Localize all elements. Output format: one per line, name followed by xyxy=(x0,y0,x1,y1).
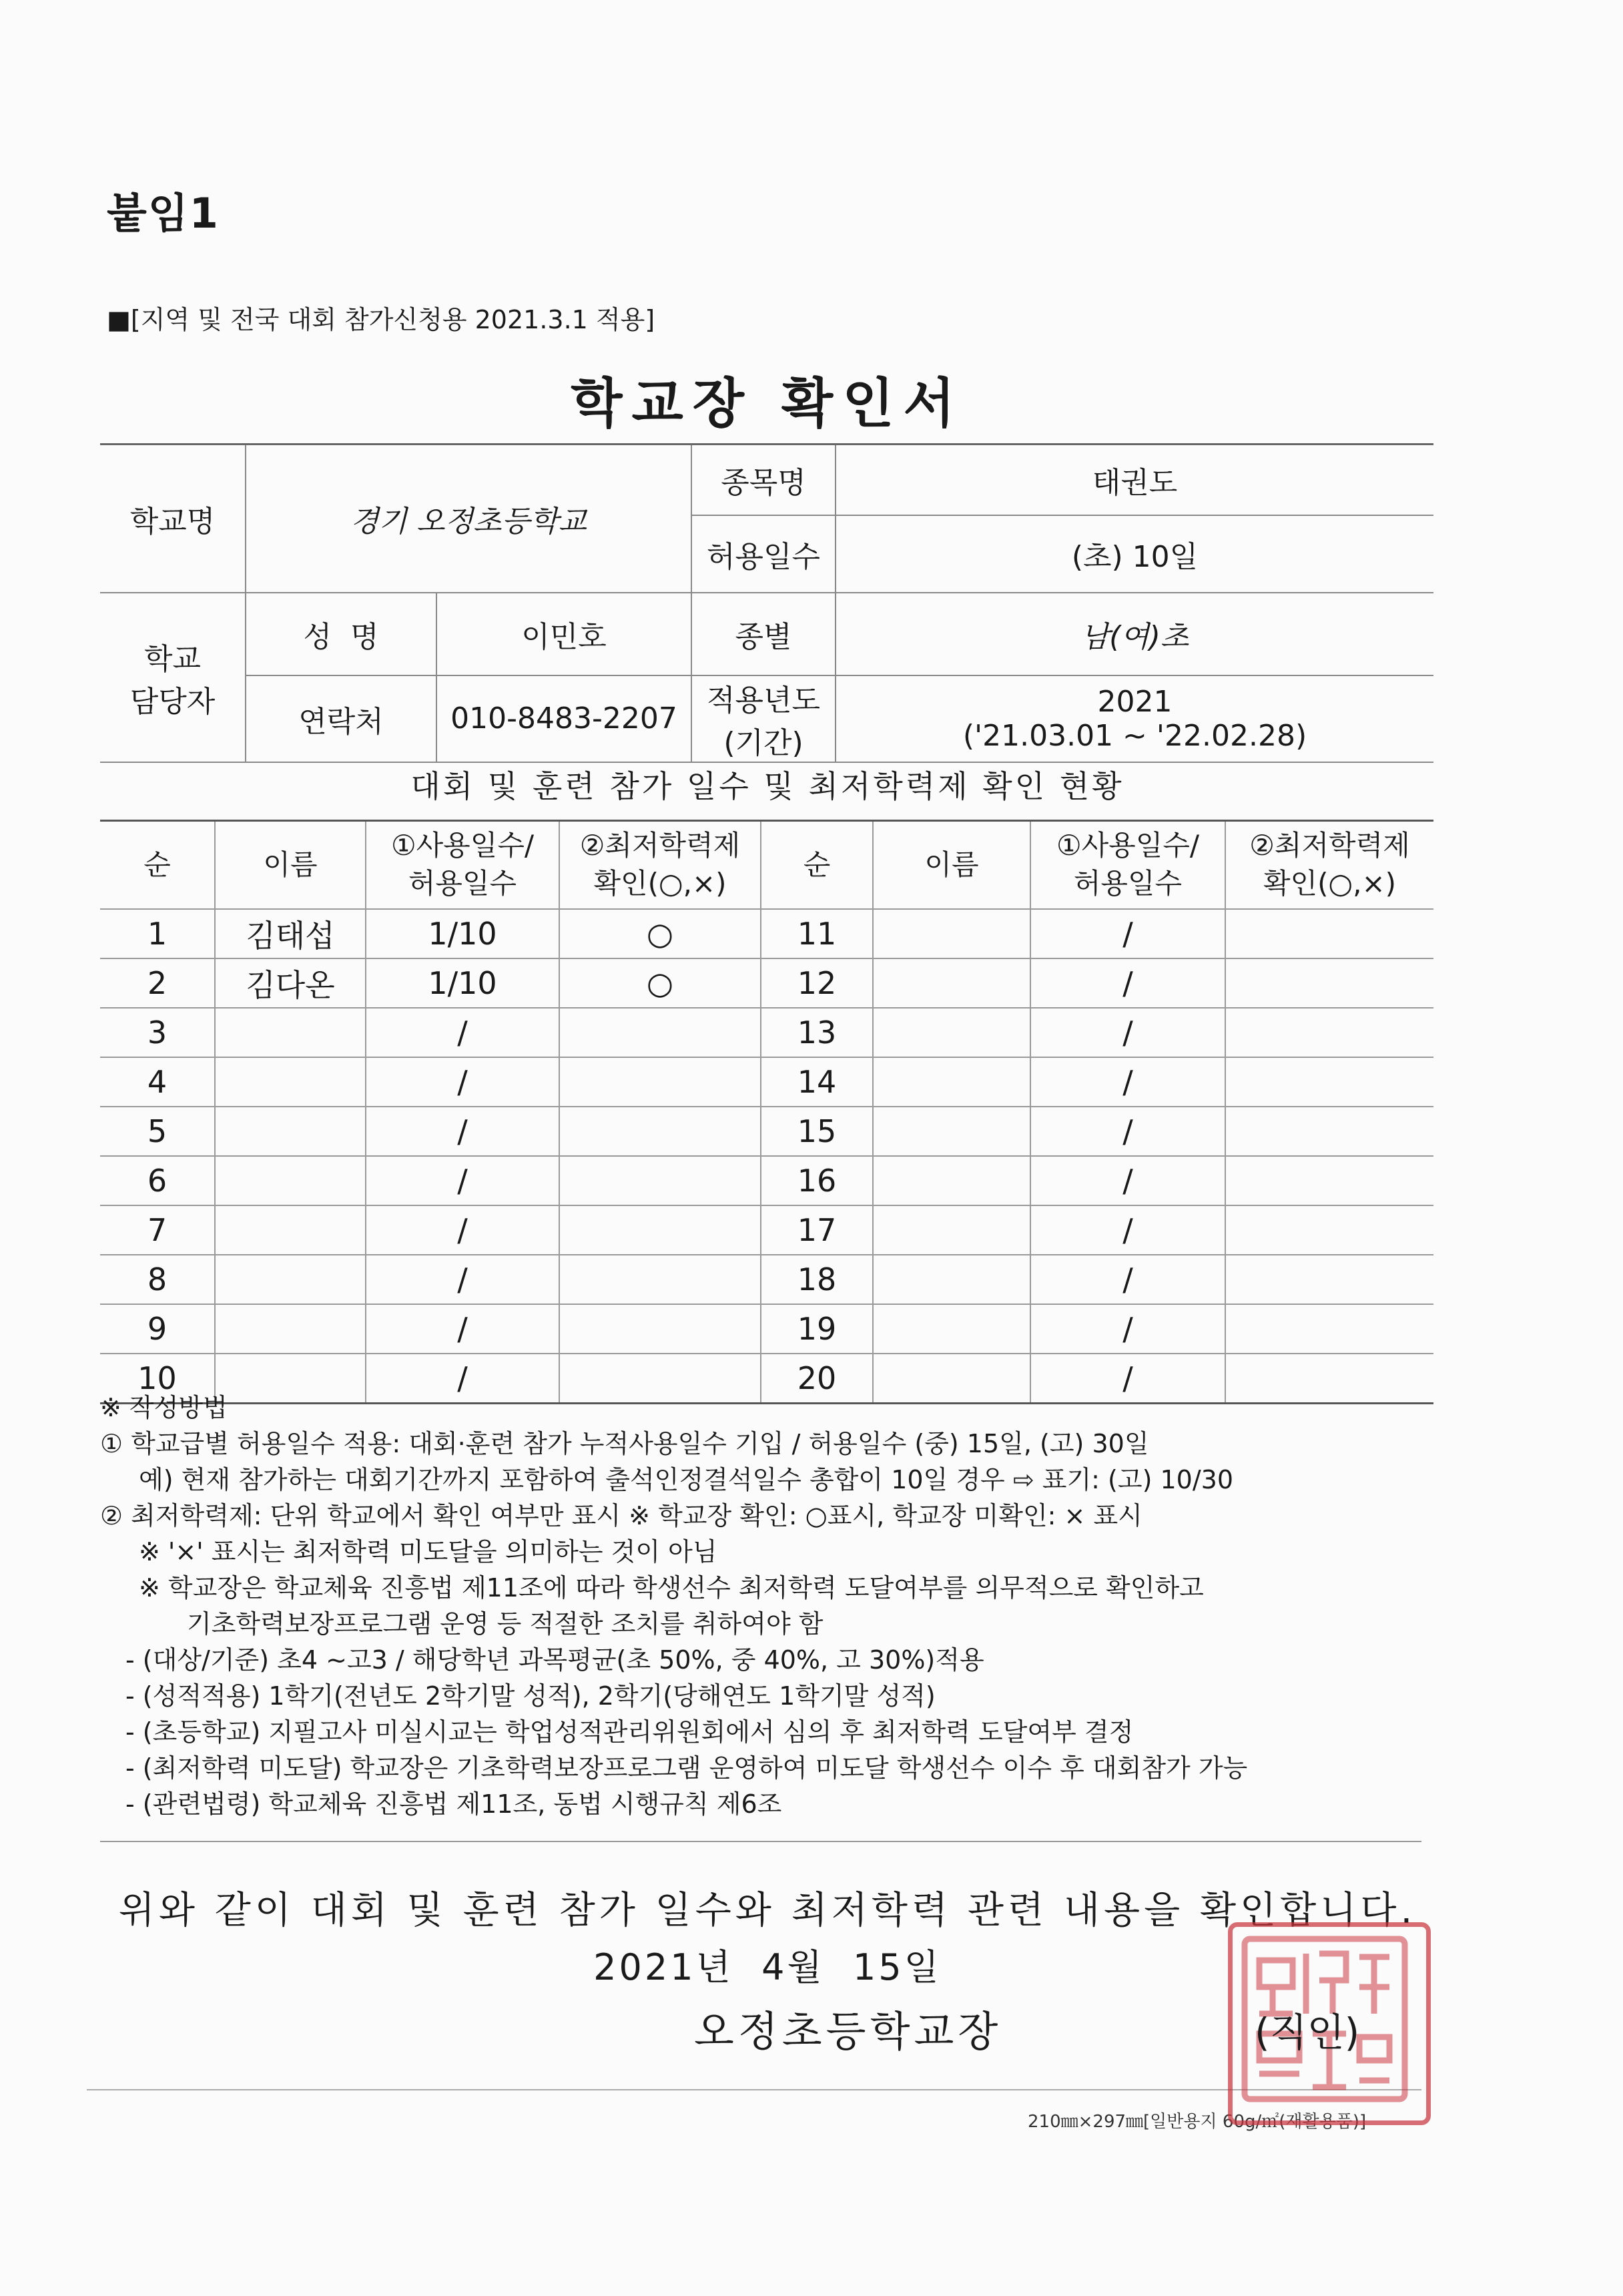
note-detail-2: - (성적적용) 1학기(전년도 2학기말 성적), 2학기(당해연도 1학기말 성적) xyxy=(125,1681,936,1711)
note-detail-4: - (최저학력 미도달) 학교장은 기초학력보장프로그램 운영하여 미도달 학생선수 이수 후 대회참가 가능 xyxy=(125,1753,1248,1783)
header-name-right: 이름 xyxy=(873,821,1030,910)
row-days: 1/10 xyxy=(366,909,559,958)
seal-label: (직인) xyxy=(1255,2010,1360,2055)
row-no: 8 xyxy=(100,1255,215,1304)
row-days: / xyxy=(1030,909,1225,958)
row-check xyxy=(1225,1057,1433,1107)
participants-table xyxy=(100,820,1433,1404)
row-name xyxy=(873,1057,1030,1107)
row-no: 9 xyxy=(100,1304,215,1354)
row-days: / xyxy=(366,1107,559,1156)
issue-date: 2021년 4월 15일 xyxy=(593,1946,942,1988)
row-no: 11 xyxy=(761,909,873,958)
row-check xyxy=(1225,909,1433,958)
row-days: / xyxy=(366,1205,559,1255)
period-range: ('21.03.01 ~ '22.02.28) xyxy=(962,718,1307,753)
row-check: ○ xyxy=(559,909,761,958)
paper-spec: 210㎜×297㎜[일반용지 60g/㎡(재활용품)] xyxy=(1028,2112,1367,2132)
principal-title: 오정초등학교장 xyxy=(694,2007,1002,2056)
table-row xyxy=(100,1255,1433,1304)
row-name xyxy=(873,1255,1030,1304)
row-name xyxy=(873,1107,1030,1156)
table-row xyxy=(100,1156,1433,1205)
row-name: 김태섭 xyxy=(215,909,366,958)
header-name: 이름 xyxy=(215,821,366,910)
row-no: 3 xyxy=(100,1008,215,1057)
row-days: / xyxy=(366,1304,559,1354)
row-days: 1/10 xyxy=(366,958,559,1008)
header-check xyxy=(559,821,761,910)
row-check xyxy=(1225,1156,1433,1205)
header-days-line2: 허용일수 xyxy=(1073,867,1183,900)
name-label: 성 명 xyxy=(246,593,436,675)
row-name xyxy=(215,1255,366,1304)
note-2: ② 최저학력제: 단위 학교에서 확인 여부만 표시 ※ 학교장 확인: ○표시, 학교장 미확인: × 표시 xyxy=(100,1501,1143,1530)
row-no: 7 xyxy=(100,1205,215,1255)
row-name xyxy=(873,909,1030,958)
note-detail-5: - (관련법령) 학교체육 진흥법 제11조, 동법 시행규칙 제6조 xyxy=(125,1789,782,1819)
row-check xyxy=(559,1156,761,1205)
row-no: 1 xyxy=(100,909,215,958)
row-no: 4 xyxy=(100,1057,215,1107)
notes-heading: ※ 작성방법 xyxy=(100,1393,228,1422)
header-days-right xyxy=(1030,821,1225,910)
row-days: / xyxy=(366,1156,559,1205)
header-check-right xyxy=(1225,821,1433,910)
row-no: 10 xyxy=(100,1354,215,1404)
row-no: 6 xyxy=(100,1156,215,1205)
row-no: 18 xyxy=(761,1255,873,1304)
header-no: 순 xyxy=(100,821,215,910)
row-name xyxy=(215,1205,366,1255)
note-1-example: 예) 현재 참가하는 대회기간까지 포함하여 출석인정결석일수 총합이 10일 경우 ⇨ 표기: (고) 10/30 xyxy=(139,1465,1234,1494)
row-no: 12 xyxy=(761,958,873,1008)
table-row xyxy=(100,1107,1433,1156)
row-name: 김다온 xyxy=(215,958,366,1008)
row-days: / xyxy=(1030,1354,1225,1404)
section-title: 대회 및 훈련 참가 일수 및 최저학력제 확인 현황 xyxy=(410,768,1124,804)
event-value: 태권도 xyxy=(836,445,1433,515)
row-days: / xyxy=(366,1057,559,1107)
note-1: ① 학교급별 허용일수 적용: 대회·훈련 참가 누적사용일수 기입 / 허용일수 (중) 15일, (고) 30일 xyxy=(100,1429,1149,1458)
manager-label-line1: 학교 xyxy=(143,641,201,676)
row-days: / xyxy=(366,1008,559,1057)
row-check: ○ xyxy=(559,958,761,1008)
allowed-days-label: 허용일수 xyxy=(691,515,836,593)
header-check-line1: ②최저학력제 xyxy=(1249,829,1410,862)
row-days: / xyxy=(1030,1156,1225,1205)
contact-label: 연락처 xyxy=(246,675,436,762)
page-title: 학교장 확인서 xyxy=(571,372,964,435)
header-check-line2: 확인(○,×) xyxy=(1263,867,1397,900)
row-check xyxy=(559,1008,761,1057)
row-no: 19 xyxy=(761,1304,873,1354)
category-label: 종별 xyxy=(691,593,836,675)
row-days: / xyxy=(1030,958,1225,1008)
row-name xyxy=(215,1107,366,1156)
row-no: 2 xyxy=(100,958,215,1008)
header-days-line2: 허용일수 xyxy=(408,867,517,900)
row-days: / xyxy=(366,1354,559,1404)
manager-label xyxy=(100,593,246,762)
note-2-a: ※ '×' 표시는 최저학력 미도달을 의미하는 것이 아님 xyxy=(139,1537,717,1566)
bottom-divider xyxy=(87,2089,1421,2090)
row-name xyxy=(215,1156,366,1205)
event-label: 종목명 xyxy=(691,445,836,515)
row-no: 15 xyxy=(761,1107,873,1156)
row-check xyxy=(559,1057,761,1107)
row-days: / xyxy=(1030,1205,1225,1255)
row-days: / xyxy=(1030,1304,1225,1354)
period-year: 2021 xyxy=(1097,684,1173,719)
row-check xyxy=(1225,1255,1433,1304)
contact-value: 010-8483-2207 xyxy=(436,675,691,762)
manager-label-line2: 담당자 xyxy=(129,684,216,719)
attachment-label: 붙임1 xyxy=(107,189,220,238)
row-days: / xyxy=(1030,1255,1225,1304)
row-no: 13 xyxy=(761,1008,873,1057)
participants-header-row xyxy=(100,821,1433,910)
period-label xyxy=(691,675,836,762)
allowed-days-value: (초) 10일 xyxy=(836,515,1433,593)
row-no: 17 xyxy=(761,1205,873,1255)
row-days: / xyxy=(1030,1107,1225,1156)
header-days-line1: ①사용일수/ xyxy=(1056,829,1200,862)
period-label-line2: (기간) xyxy=(723,726,803,760)
row-name xyxy=(215,1304,366,1354)
row-check xyxy=(559,1255,761,1304)
school-info-table xyxy=(100,443,1433,763)
header-days-line1: ①사용일수/ xyxy=(390,829,535,862)
row-no: 16 xyxy=(761,1156,873,1205)
row-name xyxy=(215,1057,366,1107)
row-name xyxy=(873,1008,1030,1057)
row-days: / xyxy=(1030,1008,1225,1057)
row-check xyxy=(1225,1304,1433,1354)
usage-note: ■[지역 및 전국 대회 참가신청용 2021.3.1 적용] xyxy=(107,305,655,334)
table-row xyxy=(100,1304,1433,1354)
period-value xyxy=(836,675,1433,762)
name-value: 이민호 xyxy=(436,593,691,675)
row-no: 5 xyxy=(100,1107,215,1156)
row-days: / xyxy=(366,1255,559,1304)
table-row xyxy=(100,958,1433,1008)
instructions-notes xyxy=(100,1390,1435,1822)
note-2-b1: ※ 학교장은 학교체육 진흥법 제11조에 따라 학생선수 최저학력 도달여부를 의무적으로 확인하고 xyxy=(139,1573,1204,1603)
row-days: / xyxy=(1030,1057,1225,1107)
category-value: 남(여)초 xyxy=(836,593,1433,675)
header-days xyxy=(366,821,559,910)
confirmation-text: 위와 같이 대회 및 훈련 참가 일수와 최저학력 관련 내용을 확인합니다. xyxy=(118,1889,1417,1932)
row-check xyxy=(1225,1107,1433,1156)
header-check-line2: 확인(○,×) xyxy=(593,867,727,900)
school-name-label: 학교명 xyxy=(100,445,246,593)
row-check xyxy=(1225,1205,1433,1255)
table-row xyxy=(100,909,1433,958)
table-row xyxy=(100,1008,1433,1057)
table-row xyxy=(100,1057,1433,1107)
row-check xyxy=(1225,958,1433,1008)
notes-divider xyxy=(100,1841,1421,1842)
note-detail-3: - (초등학교) 지필고사 미실시교는 학업성적관리위원회에서 심의 후 최저학력 도달여부 결정 xyxy=(125,1717,1134,1747)
row-check xyxy=(1225,1008,1433,1057)
period-label-line1: 적용년도 xyxy=(706,683,820,718)
row-name xyxy=(215,1008,366,1057)
table-row xyxy=(100,1205,1433,1255)
row-check xyxy=(559,1107,761,1156)
school-name-value: 경기 오정초등학교 xyxy=(246,445,691,593)
note-2-b2: 기초학력보장프로그램 운영 등 적절한 조치를 취하여야 함 xyxy=(187,1609,824,1639)
header-check-line1: ②최저학력제 xyxy=(579,829,741,862)
note-detail-1: - (대상/기준) 초4 ~고3 / 해당학년 과목평균(초 50%, 중 40%, 고 30%)적용 xyxy=(125,1645,984,1675)
row-no: 14 xyxy=(761,1057,873,1107)
row-name xyxy=(873,958,1030,1008)
row-check xyxy=(559,1304,761,1354)
row-name xyxy=(873,1304,1030,1354)
row-name xyxy=(873,1156,1030,1205)
row-name xyxy=(873,1205,1030,1255)
header-no-right: 순 xyxy=(761,821,873,910)
row-no: 20 xyxy=(761,1354,873,1404)
row-check xyxy=(559,1205,761,1255)
